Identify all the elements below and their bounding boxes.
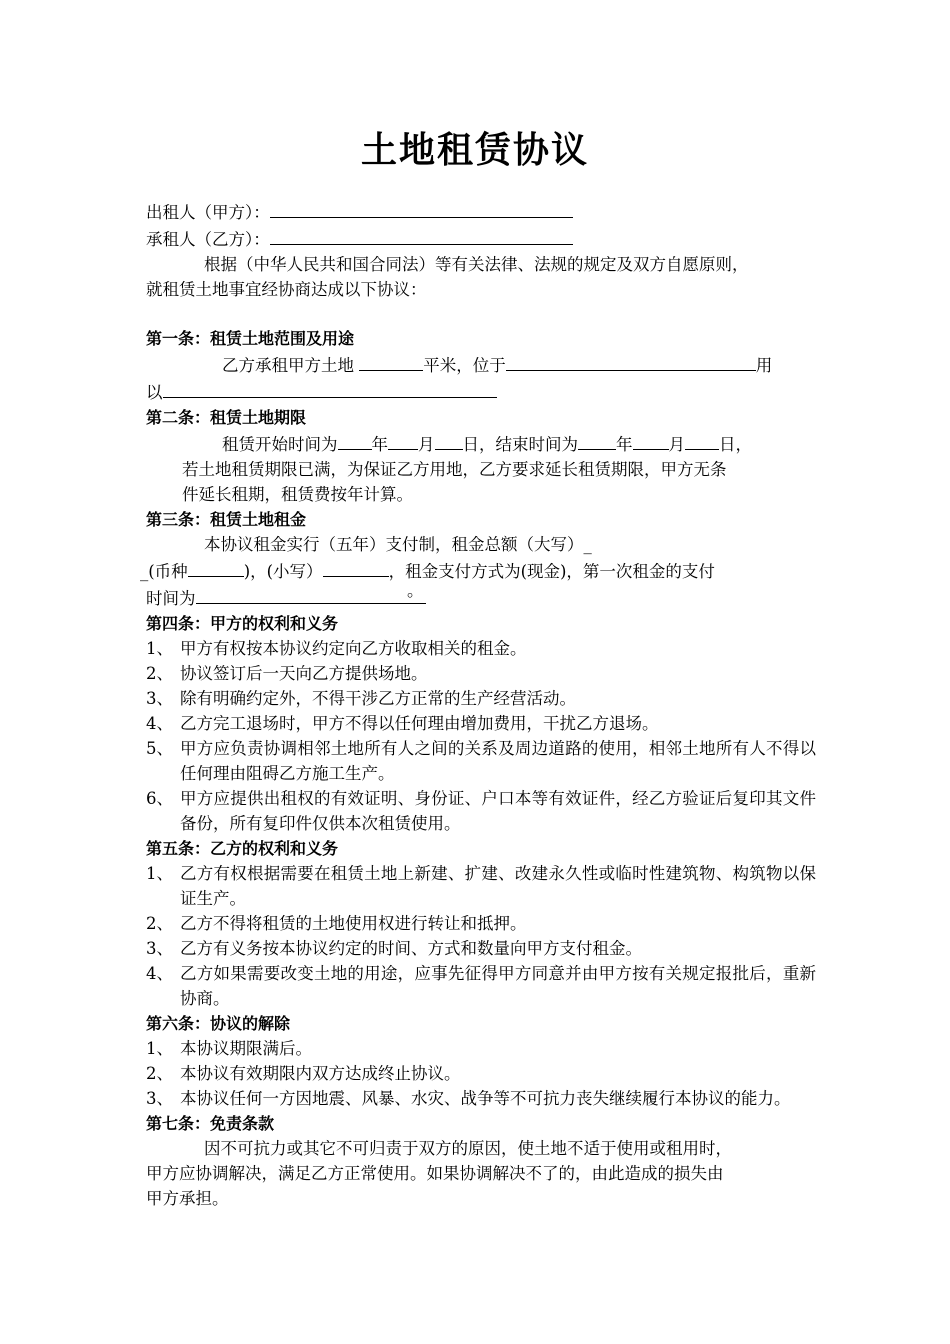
list-item [146, 936, 816, 961]
article7-line-2: 甲方应协调解决，满足乙方正常使用。如果协调解决不了的，由此造成的损失由 [146, 1164, 724, 1183]
list-item [146, 686, 816, 711]
list-item [146, 661, 816, 686]
end-year-blank[interactable] [578, 430, 616, 450]
item-number: 6、 [146, 789, 173, 808]
page-title: 土地租赁协议 [360, 130, 589, 171]
item-number: 2、 [146, 1064, 173, 1083]
article5-heading: 第五条：乙方的权利和义务 [146, 839, 339, 858]
article2-line-3: 件延长租期，租赁费按年计算。 [182, 485, 413, 504]
end-label: 日，结束时间为 [462, 435, 578, 454]
start-year-blank[interactable] [338, 430, 372, 450]
year-label: 年 [371, 435, 388, 454]
month-label: 月 [418, 435, 435, 454]
list-item [146, 911, 816, 936]
article1-line-1 [146, 351, 816, 378]
article2-heading: 第二条：租赁土地期限 [146, 408, 307, 427]
list-item [146, 736, 816, 786]
start-label: 租赁开始时间为 [222, 435, 338, 454]
item-text: 本协议任何一方因地震、风暴、水灾、战争等不可抗力丧失继续履行本协议的能力。 [180, 1089, 791, 1108]
lessee-blank[interactable] [270, 225, 573, 245]
item-number: 4、 [146, 964, 173, 983]
item-text: 甲方有权按本协议约定向乙方收取相关的租金。 [180, 639, 527, 658]
list-item [146, 711, 816, 736]
item-text: 本协议有效期限内双方达成终止协议。 [180, 1064, 461, 1083]
location-blank[interactable] [506, 351, 756, 371]
item-number: 5、 [146, 739, 173, 758]
item-number: 3、 [146, 1089, 173, 1108]
lessee-line [146, 225, 816, 252]
article2-line-2: 若土地租赁期限已满，为保证乙方用地，乙方要求延长租赁期限，甲方无条 [182, 460, 727, 479]
lessor-blank[interactable] [270, 198, 573, 218]
intro-line-2: 就租赁土地事宜经协商达成以下协议： [146, 280, 427, 299]
item-text: 乙方如果需要改变土地的用途，应事先征得甲方同意并由甲方按有关规定报批后，重新协商。 [180, 964, 816, 1008]
list-item [146, 1086, 816, 1111]
article1-text-a: 乙方承租甲方土地 [222, 356, 360, 375]
end-month-blank[interactable] [633, 430, 669, 450]
period-mark: 。 [407, 581, 424, 600]
item-number: 3、 [146, 689, 173, 708]
year-label-2: 年 [616, 435, 633, 454]
article7-line-1: 因不可抗力或其它不可归责于双方的原因，使土地不适于使用或租用时， [204, 1139, 732, 1158]
agreement-body [140, 198, 816, 1211]
item-number: 1、 [146, 639, 173, 658]
list-item [146, 1036, 816, 1061]
article1-text-c: 用 [755, 356, 773, 375]
list-item [146, 636, 816, 661]
item-number: 3、 [146, 939, 173, 958]
item-text: 甲方应负责协调相邻土地所有人之间的关系及周边道路的使用，相邻土地所有人不得以任何理由阻碍乙方施工生产。 [180, 739, 816, 783]
lessor-line [146, 198, 816, 225]
amount-blank[interactable] [323, 557, 389, 577]
list-item [146, 861, 816, 911]
article1-text-d: 以 [146, 383, 163, 402]
item-number: 2、 [146, 914, 173, 933]
lowercase-label: )，(小写） [243, 562, 323, 581]
currency-label: _(币种 [140, 562, 188, 581]
article2-line-1 [146, 430, 816, 457]
lessee-label: 承租人（乙方）： [146, 230, 270, 249]
item-text: 乙方不得将租赁的土地使用权进行转让和抵押。 [180, 914, 527, 933]
item-number: 1、 [146, 1039, 173, 1058]
area-blank[interactable] [359, 351, 423, 371]
item-number: 4、 [146, 714, 173, 733]
article1-text-b: 平米，位于 [423, 356, 506, 375]
list-item [146, 961, 816, 1011]
start-day-blank[interactable] [435, 430, 463, 450]
item-text: 甲方应提供出租权的有效证明、身份证、户口本等有效证件，经乙方验证后复印其文件备份，所有复印件仅供本次租赁使用。 [180, 789, 816, 833]
article3-line-2 [140, 557, 816, 584]
payment-method-text: ，租金支付方式为(现金)，第一次租金的支付 [388, 562, 715, 581]
item-text: 除有明确约定外，不得干涉乙方正常的生产经营活动。 [180, 689, 576, 708]
article6-heading: 第六条：协议的解除 [146, 1014, 291, 1033]
day-label-2: 日， [719, 435, 752, 454]
article3-line-3 [146, 581, 816, 611]
article1-heading: 第一条：租赁土地范围及用途 [146, 329, 355, 348]
currency-blank[interactable] [188, 557, 244, 577]
list-item [146, 786, 816, 836]
usage-blank[interactable] [163, 378, 497, 398]
item-text: 乙方有权根据需要在租赁土地上新建、扩建、改建永久性或临时性建筑物、构筑物以保证生产。 [180, 864, 816, 908]
article1-line-2 [146, 378, 816, 405]
article4-heading: 第四条：甲方的权利和义务 [146, 614, 339, 633]
item-number: 2、 [146, 664, 173, 683]
item-text: 乙方完工退场时，甲方不得以任何理由增加费用，干扰乙方退场。 [180, 714, 659, 733]
end-day-blank[interactable] [685, 430, 719, 450]
start-month-blank[interactable] [388, 430, 418, 450]
intro-line-1: 根据（中华人民共和国合同法）等有关法律、法规的规定及双方自愿原则， [204, 255, 749, 274]
article3-line-1: 本协议租金实行（五年）支付制，租金总额（大写）_ [204, 535, 592, 554]
lessor-label: 出租人（甲方）： [146, 203, 270, 222]
first-payment-blank[interactable] [196, 581, 426, 604]
item-text: 协议签订后一天向乙方提供场地。 [180, 664, 428, 683]
item-number: 1、 [146, 864, 173, 883]
article3-heading: 第三条：租赁土地租金 [146, 510, 307, 529]
month-label-2: 月 [668, 435, 685, 454]
item-text: 乙方有义务按本协议约定的时间、方式和数量向甲方支付租金。 [180, 939, 642, 958]
list-item [146, 1061, 816, 1086]
article7-heading: 第七条：免责条款 [146, 1114, 275, 1133]
item-text: 本协议期限满后。 [180, 1039, 312, 1058]
article7-line-3: 甲方承担。 [146, 1189, 229, 1208]
first-payment-label: 时间为 [146, 589, 196, 608]
